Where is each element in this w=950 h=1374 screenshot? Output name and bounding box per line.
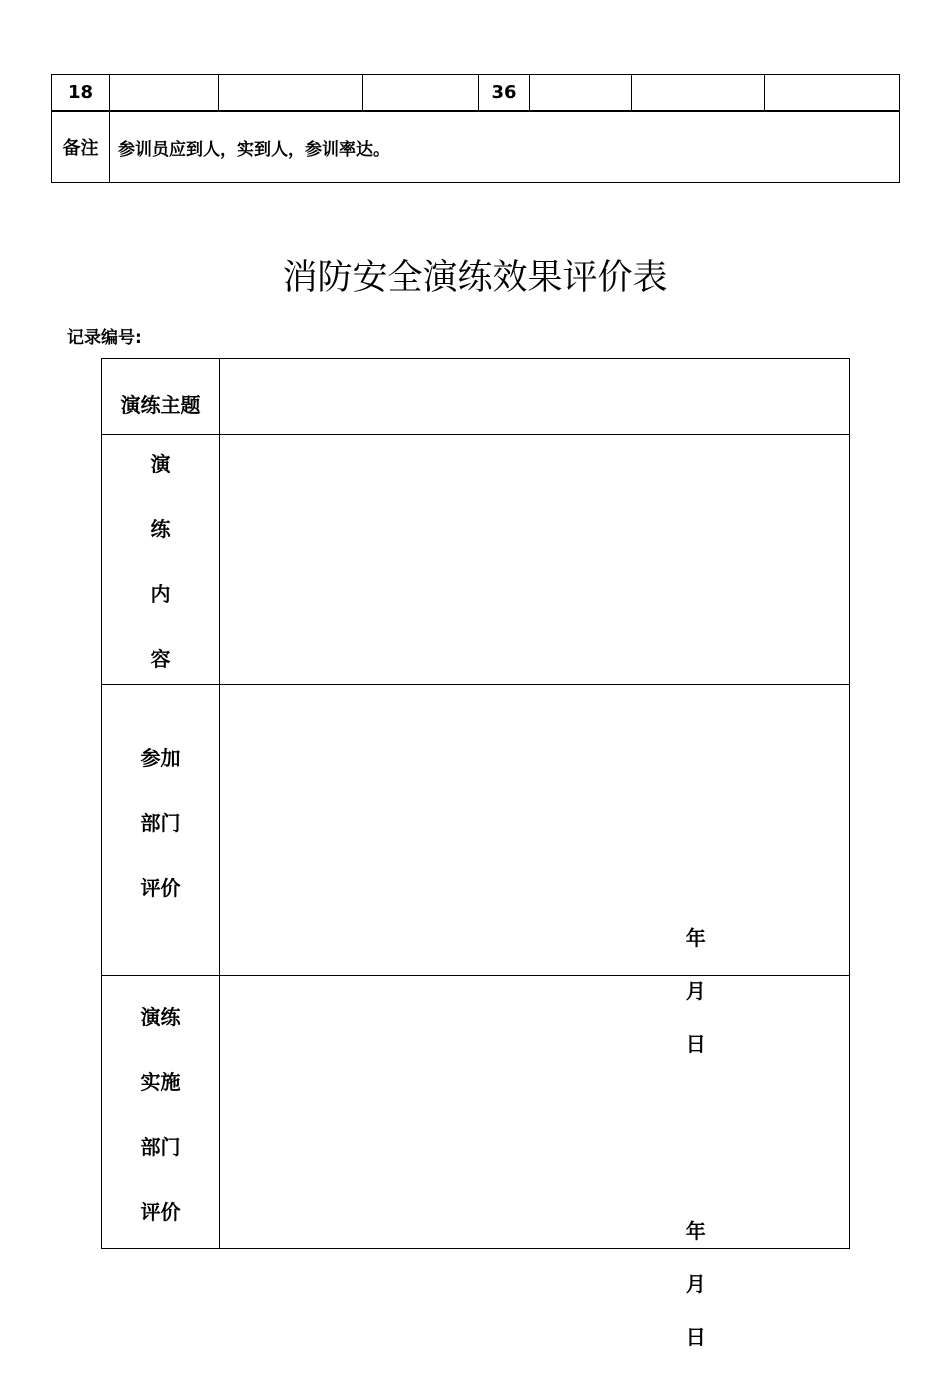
date-month: 月 [685, 979, 706, 1003]
impl-eval-label-line: 部门 [140, 1135, 181, 1159]
table-cell [363, 75, 479, 112]
table-row [52, 75, 900, 112]
record-number-label: 记录编号: [67, 328, 142, 348]
theme-row [102, 359, 850, 435]
evaluation-table [101, 358, 850, 1349]
dept-eval-row [102, 685, 850, 976]
dept-eval-label-line: 部门 [140, 810, 181, 835]
content-row [102, 435, 850, 685]
page-title: 消防安全演练效果评价表 [282, 258, 668, 298]
table-cell [765, 75, 900, 112]
table-cell [632, 75, 765, 112]
theme-label: 演练主题 [102, 359, 220, 435]
note-text: 参训员应到人，实到人，参训率达。 [110, 111, 900, 183]
content-label-char: 演 [150, 451, 171, 476]
dept-eval-label-line: 评价 [140, 875, 181, 900]
date-month: 月 [685, 1272, 706, 1296]
dept-eval-field[interactable] [220, 685, 850, 1056]
date-year: 年 [685, 926, 706, 950]
impl-eval-row [102, 976, 850, 1249]
table-cell [219, 75, 363, 112]
impl-eval-label-line: 评价 [140, 1200, 181, 1224]
note-label: 备注 [52, 111, 110, 183]
attendance-table [51, 74, 900, 183]
table-cell [530, 75, 632, 112]
impl-eval-label-line: 演练 [140, 1005, 181, 1029]
content-label [102, 435, 220, 685]
content-label-char: 内 [150, 581, 171, 606]
table-cell [110, 75, 219, 112]
date-year: 年 [685, 1219, 706, 1243]
dept-eval-label [102, 685, 220, 976]
content-field[interactable] [220, 435, 850, 685]
content-label-char: 练 [150, 516, 171, 541]
row-number-cell: 36 [479, 75, 530, 112]
impl-eval-field[interactable] [220, 976, 850, 1349]
impl-eval-label [102, 976, 220, 1249]
theme-field[interactable] [220, 359, 850, 435]
impl-eval-label-line: 实施 [140, 1070, 181, 1094]
row-number-cell: 18 [52, 75, 110, 112]
date-day: 日 [685, 1325, 706, 1349]
date-day: 日 [685, 1032, 706, 1056]
dept-eval-label-line: 参加 [140, 745, 181, 770]
note-row [52, 111, 900, 183]
impl-eval-date [630, 1191, 710, 1374]
content-label-char: 容 [150, 646, 171, 671]
